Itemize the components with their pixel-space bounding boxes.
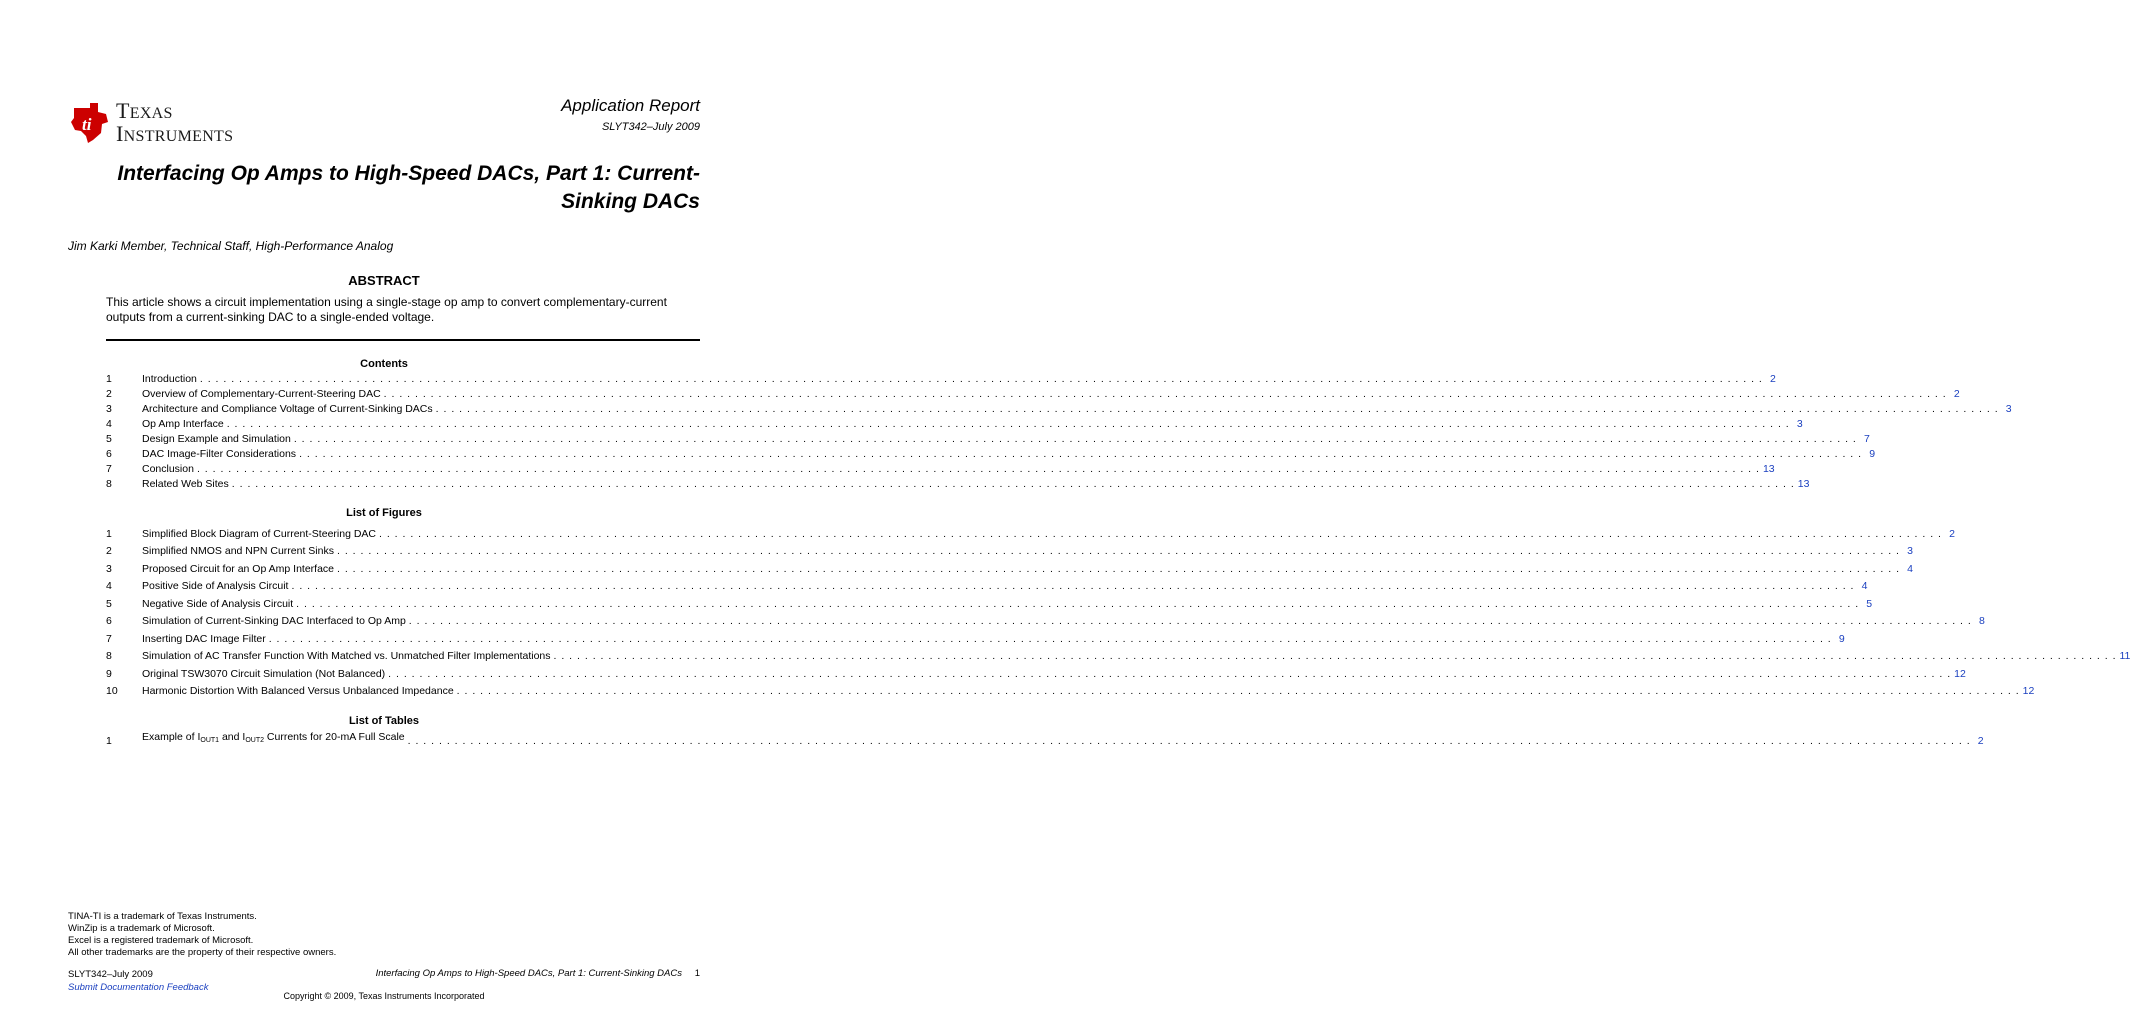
entry-number: 8 [106, 478, 112, 490]
ti-state-logo-icon [68, 100, 112, 144]
contents-entry[interactable] [106, 461, 1775, 476]
trademark-note: TINA-TI is a trademark of Texas Instruments. [68, 911, 257, 922]
dot-leader: . . . . . . . . . . . . . . . . . . . . . . . . . . . . . . . . . . . . . . . . . . . . . . . . . . . . . . . . . . . . . . . . . . . . . . . . . . . . . . . . . . . . . . . . . . . . . . . . . . . . . . . . . . . . . . . . . . . . . . . . . . . . . . . . . . . . . . . . . . . . . . . . . . . . . . . . . . . . . . . . . . . . . . . . . . . . . . . . . . . . . . . . . . . . . . . . . . . . . . . . [456, 685, 2020, 697]
figure-entry[interactable] [106, 576, 1868, 594]
abstract-heading: ABSTRACT [348, 273, 420, 288]
entry-title: Introduction [142, 373, 197, 385]
ti-logo [68, 100, 268, 146]
entry-title: Harmonic Distortion With Balanced Versus Unbalanced Impedance [142, 685, 454, 697]
trademark-note: Excel is a registered trademark of Microsoft. [68, 935, 254, 946]
page-link[interactable]: 5 [1866, 597, 1873, 610]
page-link[interactable]: 4 [1907, 562, 1913, 575]
page-link[interactable]: 9 [1869, 448, 1876, 460]
entry-title: Simplified Block Diagram of Current-Steering DAC [142, 527, 376, 540]
section-divider [106, 339, 700, 341]
entry-number: 5 [106, 597, 112, 610]
entry-title: DAC Image-Filter Considerations [142, 448, 297, 460]
dot-leader: . . . . . . . . . . . . . . . . . . . . . . . . . . . . . . . . . . . . . . . . . . . . . . . . . . . . . . . . . . . . . . . . . . . . . . . . . . . . . . . . . . . . . . . . . . . . . . . . . . . . . . . . . . . . . . . . . . . . . . . . . . . . . . . . . . . . . . . . . . . . . . . . . . . . . . . . . . . . . . . . . . . . . . . . . . . . . . . . . . . . . . . . . . . . . . . . . . . . . . . . [336, 545, 1900, 557]
page-link[interactable]: 13 [1797, 478, 1810, 490]
dot-leader: . . . . . . . . . . . . . . . . . . . . . . . . . . . . . . . . . . . . . . . . . . . . . . . . . . . . . . . . . . . . . . . . . . . . . . . . . . . . . . . . . . . . . . . . . . . . . . . . . . . . . . . . . . . . . . . . . . . . . . . . . . . . . . . . . . . . . . . . . . . . . . . . . . . . . . . . . . . . . . . . . . . . . . . . . . . . . . . . . . . . . . . . . . . . . . . . . . . . . . . . [199, 373, 1763, 385]
entry-number: 6 [106, 448, 112, 460]
entry-number: 8 [106, 650, 112, 662]
page-link[interactable]: 4 [1861, 580, 1868, 592]
document-title [60, 160, 700, 216]
entry-title: Simplified NMOS and NPN Current Sinks [142, 545, 334, 557]
ti-wordmark: TEXAS INSTRUMENTS [116, 98, 234, 146]
page-link[interactable]: 2 [1770, 373, 1776, 385]
entry-title: Negative Side of Analysis Circuit [142, 597, 294, 610]
contents-list [106, 371, 2012, 491]
copyright-notice: Copyright © 2009, Texas Instruments Incorporated [283, 991, 485, 1001]
dot-leader: . . . . . . . . . . . . . . . . . . . . . . . . . . . . . . . . . . . . . . . . . . . . . . . . . . . . . . . . . . . . . . . . . . . . . . . . . . . . . . . . . . . . . . . . . . . . . . . . . . . . . . . . . . . . . . . . . . . . . . . . . . . . . . . . . . . . . . . . . . . . . . . . . . . . . . . . . . . . . . . . . . . . . . . . . . . . . . . . . . . . . . . . . . . . . . . . . . . . . . . . [379, 527, 1942, 540]
contents-entry[interactable] [106, 446, 1876, 461]
abstract-text: This article shows a circuit implementation using a single-stage op amp to convert complementary-current outputs from a current-sinking DAC to a single-ended voltage. [106, 295, 667, 324]
dot-leader: . . . . . . . . . . . . . . . . . . . . . . . . . . . . . . . . . . . . . . . . . . . . . . . . . . . . . . . . . . . . . . . . . . . . . . . . . . . . . . . . . . . . . . . . . . . . . . . . . . . . . . . . . . . . . . . . . . . . . . . . . . . . . . . . . . . . . . . . . . . . . . . . . . . . . . . . . . . . . . . . . . . . . . . . . . . . . . . . . . . . . . . . . . . . . . . . . . . . . . . . [388, 667, 1952, 680]
figures-list [106, 523, 2130, 698]
entry-number: 10 [106, 685, 118, 697]
page-link[interactable]: 12 [1954, 667, 1966, 680]
entry-title: Conclusion [142, 463, 194, 475]
contents-entry[interactable] [106, 476, 1810, 491]
footer-running-title: Interfacing Op Amps to High-Speed DACs, Part 1: Current-Sinking DACs [375, 968, 682, 979]
entry-number: 3 [106, 562, 112, 575]
entry-title: Design Example and Simulation [142, 433, 291, 445]
dot-leader: . . . . . . . . . . . . . . . . . . . . . . . . . . . . . . . . . . . . . . . . . . . . . . . . . . . . . . . . . . . . . . . . . . . . . . . . . . . . . . . . . . . . . . . . . . . . . . . . . . . . . . . . . . . . . . . . . . . . . . . . . . . . . . . . . . . . . . . . . . . . . . . . . . . . . . . . . . . . . . . . . . . . . . . . . . . . . . . . . . . . . . . . . . . . . . . . . . . . . . . . [299, 448, 1863, 460]
contents-entry[interactable] [106, 416, 1803, 431]
contents-entry[interactable] [106, 386, 1960, 401]
dot-leader: . . . . . . . . . . . . . . . . . . . . . . . . . . . . . . . . . . . . . . . . . . . . . . . . . . . . . . . . . . . . . . . . . . . . . . . . . . . . . . . . . . . . . . . . . . . . . . . . . . . . . . . . . . . . . . . . . . . . . . . . . . . . . . . . . . . . . . . . . . . . . . . . . . . . . . . . . . . . . . . . . . . . . . . . . . . . . . . . . . . . . . . . . . . . . . . . . . . . . . . . [337, 562, 1900, 575]
trademark-note: WinZip is a trademark of Microsoft. [68, 923, 215, 934]
figure-entry[interactable] [106, 663, 1966, 681]
entry-number: 2 [106, 545, 112, 557]
contents-entry[interactable] [106, 431, 1870, 446]
footer-page-number: 1 [694, 968, 700, 979]
contents-heading: Contents [360, 358, 408, 370]
page-link[interactable]: 13 [1762, 463, 1775, 475]
figure-entry[interactable] [106, 541, 1913, 559]
figure-entry[interactable] [106, 611, 1985, 629]
entry-title: Inserting DAC Image Filter [142, 632, 266, 645]
dot-leader: . . . . . . . . . . . . . . . . . . . . . . . . . . . . . . . . . . . . . . . . . . . . . . . . . . . . . . . . . . . . . . . . . . . . . . . . . . . . . . . . . . . . . . . . . . . . . . . . . . . . . . . . . . . . . . . . . . . . . . . . . . . . . . . . . . . . . . . . . . . . . . . . . . . . . . . . . . . . . . . . . . . . . . . . . . . . . . . . . . . . . . . . . . . . . . . . . . . . . . . . [231, 478, 1795, 490]
entry-number: 7 [106, 463, 112, 475]
entry-number: 1 [106, 527, 112, 540]
page-link[interactable]: 11 [2119, 650, 2130, 662]
entry-title: Architecture and Compliance Voltage of Current-Sinking DACs [142, 403, 433, 415]
table-entry[interactable] [106, 731, 1984, 748]
dot-leader: . . . . . . . . . . . . . . . . . . . . . . . . . . . . . . . . . . . . . . . . . . . . . . . . . . . . . . . . . . . . . . . . . . . . . . . . . . . . . . . . . . . . . . . . . . . . . . . . . . . . . . . . . . . . . . . . . . . . . . . . . . . . . . . . . . . . . . . . . . . . . . . . . . . . . . . . . . . . . . . . . . . . . . . . . . . . . . . . . . . . . . . . . . . . . . . . . . . . . . . . [293, 433, 1857, 445]
entry-number: 9 [106, 667, 112, 680]
entry-title: Overview of Complementary-Current-Steering DAC [142, 388, 381, 400]
figures-heading: List of Figures [346, 507, 422, 519]
figure-entry[interactable] [106, 628, 1845, 646]
report-type: Application Report [561, 96, 700, 115]
dot-leader: . . . . . . . . . . . . . . . . . . . . . . . . . . . . . . . . . . . . . . . . . . . . . . . . . . . . . . . . . . . . . . . . . . . . . . . . . . . . . . . . . . . . . . . . . . . . . . . . . . . . . . . . . . . . . . . . . . . . . . . . . . . . . . . . . . . . . . . . . . . . . . . . . . . . . . . . . . . . . . . . . . . . . . . . . . . . . . . . . . . . . . . . . . . . . . . . . . . . . . . . [291, 580, 1855, 592]
entry-number: 7 [106, 632, 112, 645]
entry-title: Related Web Sites [142, 478, 229, 490]
footer-doc-id: SLYT342–July 2009 [68, 969, 153, 980]
entry-title: Original TSW3070 Circuit Simulation (Not Balanced) [142, 667, 386, 680]
page-link[interactable]: 2 [1977, 735, 1984, 747]
entry-number: 2 [106, 388, 112, 400]
page-link[interactable]: 2 [1949, 527, 1955, 540]
entry-title: Op Amp Interface [142, 418, 224, 430]
dot-leader: . . . . . . . . . . . . . . . . . . . . . . . . . . . . . . . . . . . . . . . . . . . . . . . . . . . . . . . . . . . . . . . . . . . . . . . . . . . . . . . . . . . . . . . . . . . . . . . . . . . . . . . . . . . . . . . . . . . . . . . . . . . . . . . . . . . . . . . . . . . . . . . . . . . . . . . . . . . . . . . . . . . . . . . . . . . . . . . . . . . . . . . . . . . . . . . . . . . . . . . . [268, 632, 1832, 645]
page-link[interactable]: 2 [1953, 388, 1960, 400]
figure-entry[interactable] [106, 523, 1955, 541]
entry-number: 3 [106, 403, 112, 415]
entry-title: Example of $I_{OUT1}$ and $I_{OUT2}$ Currents for 20-mA Full Scale [142, 731, 405, 744]
contents-entry[interactable] [106, 371, 1776, 386]
entry-number: 1 [106, 373, 112, 385]
trademark-note: All other trademarks are the property of their respective owners. [68, 947, 337, 958]
page-link[interactable]: 8 [1978, 615, 1985, 627]
page-link[interactable]: 9 [1838, 632, 1845, 645]
submit-feedback-link[interactable]: Submit Documentation Feedback [68, 982, 209, 993]
entry-title: Simulation of Current-Sinking DAC Interfaced to Op Amp [142, 615, 406, 627]
entry-title: Positive Side of Analysis Circuit [142, 580, 289, 592]
dot-leader: . . . . . . . . . . . . . . . . . . . . . . . . . . . . . . . . . . . . . . . . . . . . . . . . . . . . . . . . . . . . . . . . . . . . . . . . . . . . . . . . . . . . . . . . . . . . . . . . . . . . . . . . . . . . . . . . . . . . . . . . . . . . . . . . . . . . . . . . . . . . . . . . . . . . . . . . . . . . . . . . . . . . . . . . . . . . . . . . . . . . . . . . . . . . . . . . . . . . . . . . [383, 388, 1947, 400]
dot-leader: . . . . . . . . . . . . . . . . . . . . . . . . . . . . . . . . . . . . . . . . . . . . . . . . . . . . . . . . . . . . . . . . . . . . . . . . . . . . . . . . . . . . . . . . . . . . . . . . . . . . . . . . . . . . . . . . . . . . . . . . . . . . . . . . . . . . . . . . . . . . . . . . . . . . . . . . . . . . . . . . . . . . . . . . . . . . . . . . . . . . . . . . . . . . . . . . . . . . . . . . [408, 615, 1972, 627]
report-number: SLYT342–July 2009 [601, 121, 700, 133]
title-line-2: Sinking DACs [561, 190, 700, 213]
figure-entry[interactable] [106, 558, 1913, 576]
entry-number: 5 [106, 433, 112, 445]
dot-leader: . . . . . . . . . . . . . . . . . . . . . . . . . . . . . . . . . . . . . . . . . . . . . . . . . . . . . . . . . . . . . . . . . . . . . . . . . . . . . . . . . . . . . . . . . . . . . . . . . . . . . . . . . . . . . . . . . . . . . . . . . . . . . . . . . . . . . . . . . . . . . . . . . . . . . . . . . . . . . . . . . . . . . . . . . . . . . . . . . . . . . . . . . . . . . . . . . . . . . . . . [226, 418, 1790, 430]
tables-heading: List of Tables [348, 715, 420, 727]
page-link[interactable]: 7 [1863, 433, 1870, 445]
figure-entry[interactable] [106, 681, 2035, 699]
figure-entry[interactable] [106, 593, 1873, 611]
dot-leader: . . . . . . . . . . . . . . . . . . . . . . . . . . . . . . . . . . . . . . . . . . . . . . . . . . . . . . . . . . . . . . . . . . . . . . . . . . . . . . . . . . . . . . . . . . . . . . . . . . . . . . . . . . . . . . . . . . . . . . . . . . . . . . . . . . . . . . . . . . . . . . . . . . . . . . . . . . . . . . . . . . . . . . . . . . . . . . . . . . . . . . . . . . . . . . . . . . . . . . . . [196, 463, 1760, 475]
dot-leader: . . . . . . . . . . . . . . . . . . . . . . . . . . . . . . . . . . . . . . . . . . . . . . . . . . . . . . . . . . . . . . . . . . . . . . . . . . . . . . . . . . . . . . . . . . . . . . . . . . . . . . . . . . . . . . . . . . . . . . . . . . . . . . . . . . . . . . . . . . . . . . . . . . . . . . . . . . . . . . . . . . . . . . . . . . . . . . . . . . . . . . . . . . . . . . . . . . . . . . . . [407, 735, 1971, 747]
dot-leader: . . . . . . . . . . . . . . . . . . . . . . . . . . . . . . . . . . . . . . . . . . . . . . . . . . . . . . . . . . . . . . . . . . . . . . . . . . . . . . . . . . . . . . . . . . . . . . . . . . . . . . . . . . . . . . . . . . . . . . . . . . . . . . . . . . . . . . . . . . . . . . . . . . . . . . . . . . . . . . . . . . . . . . . . . . . . . . . . . . . . . . . . . . . . . . . . . . . . . . . . [553, 650, 2117, 662]
title-line-1: Interfacing Op Amps to High-Speed DACs, Part 1: Current- [117, 162, 700, 185]
tables-list [106, 731, 1984, 748]
entry-number: 1 [106, 735, 112, 747]
svg-text:ti: ti [82, 115, 92, 134]
entry-number: 4 [106, 418, 112, 430]
figure-entry[interactable] [106, 646, 2130, 664]
page-link[interactable]: 3 [2005, 403, 2012, 415]
trademark-notes [68, 911, 336, 959]
page-link[interactable]: 12 [2022, 685, 2035, 697]
entry-number: 6 [106, 615, 112, 627]
dot-leader: . . . . . . . . . . . . . . . . . . . . . . . . . . . . . . . . . . . . . . . . . . . . . . . . . . . . . . . . . . . . . . . . . . . . . . . . . . . . . . . . . . . . . . . . . . . . . . . . . . . . . . . . . . . . . . . . . . . . . . . . . . . . . . . . . . . . . . . . . . . . . . . . . . . . . . . . . . . . . . . . . . . . . . . . . . . . . . . . . . . . . . . . . . . . . . . . . . . . . . . . [296, 597, 1860, 610]
entry-number: 4 [106, 580, 112, 592]
contents-entry[interactable] [106, 401, 2012, 416]
author-line: Jim Karki Member, Technical Staff, High-Performance Analog [68, 239, 394, 253]
page-link[interactable]: 3 [1907, 545, 1913, 557]
entry-title: Proposed Circuit for an Op Amp Interface [142, 562, 335, 575]
entry-title: Simulation of AC Transfer Function With Matched vs. Unmatched Filter Implementations [142, 650, 551, 662]
report-header [561, 96, 700, 133]
page-link[interactable]: 3 [1796, 418, 1803, 430]
dot-leader: . . . . . . . . . . . . . . . . . . . . . . . . . . . . . . . . . . . . . . . . . . . . . . . . . . . . . . . . . . . . . . . . . . . . . . . . . . . . . . . . . . . . . . . . . . . . . . . . . . . . . . . . . . . . . . . . . . . . . . . . . . . . . . . . . . . . . . . . . . . . . . . . . . . . . . . . . . . . . . . . . . . . . . . . . . . . . . . . . . . . . . . . . . . . . . . . . . . . . . . . [435, 403, 1999, 415]
